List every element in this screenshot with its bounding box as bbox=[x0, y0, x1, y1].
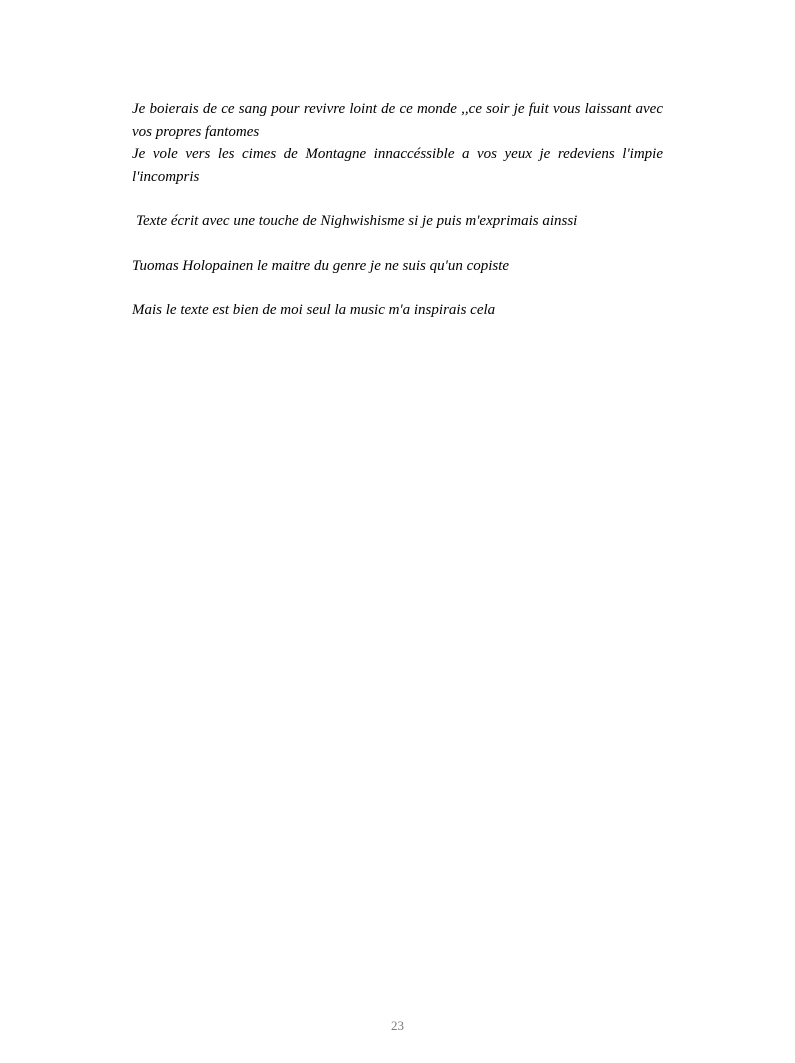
paragraph-3: Texte écrit avec une touche de Nighwishisme si je puis m'exprimais ainssi bbox=[136, 213, 578, 229]
paragraph-1: Je boierais de ce sang pour revivre loint de ce monde ,,ce soir je fuit vous laissant avec vos propres fantomes bbox=[132, 101, 663, 140]
paragraph-4: Tuomas Holopainen le maitre du genre je ne suis qu'un copiste bbox=[132, 257, 510, 274]
paragraph-5: Mais le texte est bien de moi seul la music m'a inspirais cela bbox=[132, 302, 496, 318]
body-text bbox=[132, 98, 663, 322]
paragraph-2: Je vole vers les cimes de Montagne innaccéssible a vos yeux je redeviens l'impie l'incompris bbox=[132, 146, 663, 185]
page-number: 23 bbox=[391, 1018, 404, 1033]
